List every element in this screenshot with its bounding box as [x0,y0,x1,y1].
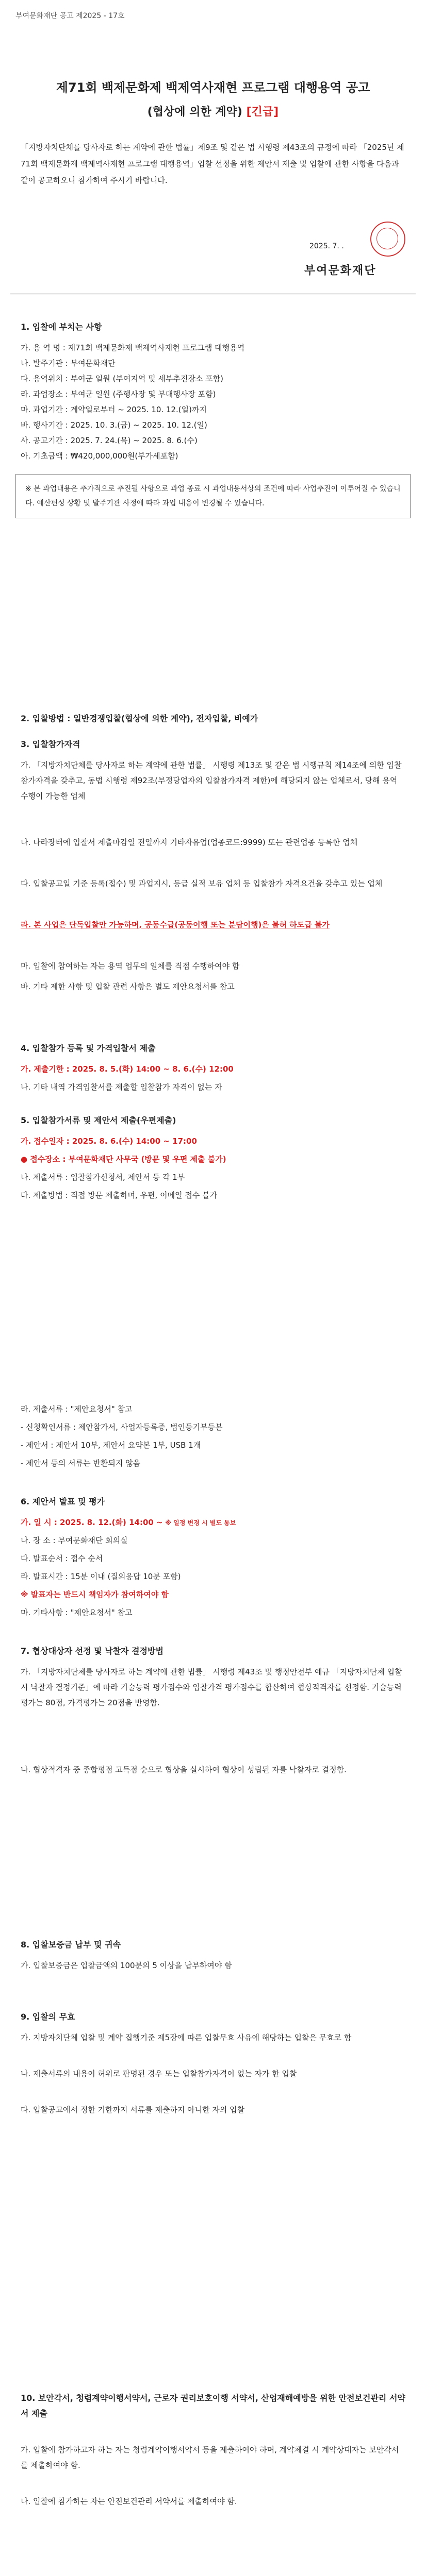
contract-type: (협상에 의한 계약) [147,106,242,118]
receipt-date: 가. 접수일자 : 2025. 8. 6.(수) 14:00 ~ 17:00 [21,1137,197,1146]
section-5-item: 나. 제출서류 : 입찰참가신청서, 제안서 등 각 1부 [21,1173,185,1182]
section-7-text: 가. 「지방자치단체를 당사자로 하는 계약에 관한 법률」 시행령 제43조 및 행정안전부 예규 「지방자치단체 입찰시 낙찰자 결정기준」에 따라 기술능력 평가점수와 입찰가격 평가점수를 합산하여 협상적격자를 선정함. 기술능력평가는 80점, 가격평가는 20점을 반영함. [21,1667,402,1707]
section-3-heading: 3. 입찰참가자격 [21,739,80,749]
receipt-place: ● 접수장소 : 부여문화재단 사무국 (방문 및 우편 제출 불가) [21,1155,226,1164]
official-seal-icon [370,222,405,257]
section-7-text: 나. 협상적격자 중 종합평점 고득점 순으로 협상을 실시하여 협상이 성립된 자를 낙찰자로 결정함. [21,1765,347,1774]
section-2-heading: 2. 입찰방법 : 일반경쟁입찰(협상에 의한 계약), 전자입찰, 비예가 [21,714,258,723]
section-6-item: 나. 장 소 : 부여문화재단 회의실 [21,1536,128,1545]
section-1-item: 아. 기초금액 : ₩420,000,000원(부가세포함) [21,451,178,461]
section-1-item: 마. 과업기간 : 계약일로부터 ~ 2025. 10. 12.(일)까지 [21,405,207,414]
document-title: 제71회 백제문화제 백제역사재현 프로그램 대행용역 공고 [56,80,370,95]
submission-period: 가. 제출기한 : 2025. 8. 5.(화) 14:00 ~ 8. 6.(수) 12:00 [21,1064,234,1074]
presentation-date: 가. 일 시 : 2025. 8. 12.(화) 14:00 ~ [21,1518,163,1527]
section-6-item: 다. 발표순서 : 접수 순서 [21,1554,103,1563]
section-1-item: 가. 용 역 명 : 제71회 백제문화제 백제역사재현 프로그램 대행용역 [21,343,245,352]
section-8-text: 가. 입찰보증금은 입찰금액의 100분의 5 이상을 납부하여야 함 [21,1961,232,1970]
section-5-item: 다. 제출방법 : 직접 방문 제출하며, 우편, 이메일 접수 불가 [21,1191,218,1200]
organization-name: 부여문화재단 [304,264,376,277]
section-9-heading: 9. 입찰의 무효 [21,2012,75,2022]
section-3-item: 나. 나라장터에 입찰서 제출마감일 전일까지 기타자유업(업종코드:9999) 또는 관련업종 등록한 업체 [21,838,358,847]
divider [10,294,416,295]
section-10-heading: 10. 보안각서, 청렴계약이행서약서, 근로자 권리보호이행 서약서, 산업재해예방을 위한 안전보건관리 서약서 제출 [21,2393,405,2418]
section-10-text: 나. 입찰에 참가하는 자는 안전보건관리 서약서를 제출하여야 함. [21,2497,237,2506]
section-6-heading: 6. 제안서 발표 및 평가 [21,1497,105,1506]
document-subtitle [0,103,426,119]
section-3-item: 가. 「지방자치단체를 당사자로 하는 계약에 관한 법률」 시행령 제13조 및 같은 법 시행규칙 제14조에 의한 입찰 참가자격을 갖추고, 동법 시행령 제92조(부정당업자의 입찰참가자격 제한)에 해당되지 않는 업체로서, 당해 용역 수행이 가능한 업체 [21,760,402,801]
section-1-item: 바. 행사기간 : 2025. 10. 3.(금) ~ 2025. 10. 12.(일) [21,420,207,430]
presentation-date-note: ※ 일정 변경 시 별도 통보 [165,1519,236,1527]
section-1-heading: 1. 입찰에 부치는 사항 [21,322,102,332]
presentation-date-row [21,1515,405,1531]
section-3-item: 마. 입찰에 참여하는 자는 용역 업무의 일체를 직접 수행하여야 함 [21,961,240,971]
section-6-item: 마. 기타사항 : "제안요청서" 참고 [21,1608,133,1617]
section-1-item: 라. 과업장소 : 부여군 일원 (주행사장 및 부대행사장 포함) [21,389,216,399]
section-9-text: 가. 지방자치단체 입찰 및 계약 집행기준 제5장에 따른 입찰무효 사유에 해당하는 입찰은 무효로 함 [21,2033,352,2042]
section-6-list-item: - 제안서 : 제안서 10부, 제안서 요약본 1부, USB 1개 [21,1440,201,1450]
section-6-list-item: - 제안서 등의 서류는 반환되지 않음 [21,1459,141,1468]
section-3-item: 바. 기타 제한 사항 및 입찰 관련 사항은 별도 제안요청서를 참고 [21,982,235,991]
section-9-text: 다. 입찰공고에서 정한 기한까지 서류를 제출하지 아니한 자의 입찰 [21,2105,245,2114]
section-6-list-item: 라. 제출서류 : "제안요청서" 참고 [21,1404,133,1414]
notice-number: 부여문화재단 공고 제2025 - 17호 [15,12,125,20]
section-1-item: 사. 공고기간 : 2025. 7. 24.(목) ~ 2025. 8. 6.(수) [21,436,198,445]
section-3-item: 다. 입찰공고일 기준 등록(접수) 및 과업지시, 등급 실적 보유 업체 등 입찰참가 자격요건을 갖추고 있는 업체 [21,879,383,888]
section-1-item: 다. 용역위치 : 부여군 일원 (부여지역 및 세부추진장소 포함) [21,374,223,383]
section-10-text: 가. 입찰에 참가하고자 하는 자는 청렴계약이행서약서 등을 제출하여야 하며, 계약체결 시 계약상대자는 보안각서를 제출하여야 함. [21,2445,399,2470]
section-8-heading: 8. 입찰보증금 납부 및 귀속 [21,1940,121,1950]
section-4-item: 나. 기타 내역 가격입찰서를 제출할 입찰참가 자격이 없는 자 [21,1082,222,1092]
section-1-item: 나. 발주기관 : 부여문화재단 [21,359,116,368]
section-7-heading: 7. 협상대상자 선정 및 낙찰자 결정방법 [21,1646,163,1656]
section-9-text: 나. 제출서류의 내용이 허위로 판명된 경우 또는 입찰참가자격이 없는 자가 한 입찰 [21,2069,297,2078]
urgent-tag: [긴급] [246,106,279,118]
presenter-note: ※ 발표자는 반드시 책임자가 참여하여야 함 [21,1590,169,1599]
notice-date: 2025. 7. . [309,242,344,250]
section-6-list-item: - 신청확인서류 : 제안참가서, 사업자등록증, 법인등기부등본 [21,1422,223,1432]
section-5-heading: 5. 입찰참가서류 및 제안서 제출(우편제출) [21,1115,176,1125]
section-3-item-highlight: 라. 본 사업은 단독입찰만 가능하며, 공동수급(공동이행 또는 분담이행)은 불허 하도급 불가 [21,920,330,929]
section-4-heading: 4. 입찰참가 등록 및 가격입찰서 제출 [21,1043,156,1053]
section-6-item: 라. 발표시간 : 15분 이내 (질의응답 10분 포함) [21,1572,181,1581]
intro-paragraph: 「지방자치단체를 당사자로 하는 계약에 관한 법률」제9조 및 같은 법 시행령 제43조의 규정에 따라 「2025년 제71회 백제문화제 백제역사재현 프로그램 대행용역」입찰 선정을 위한 제안서 제출 및 입찰에 관한 사항을 다음과 같이 공고하오니 참가하여 주시기 바랍니다. [21,143,404,185]
section-1-note-box: ※ 본 과업내용은 추가적으로 추진될 사항으로 과업 종료 시 과업내용서상의 조건에 따라 사업추진이 이루어질 수 있습니다. 예산편성 상황 및 발주기관 사정에 따라 과업 내용이 변경될 수 있습니다. [15,474,411,518]
